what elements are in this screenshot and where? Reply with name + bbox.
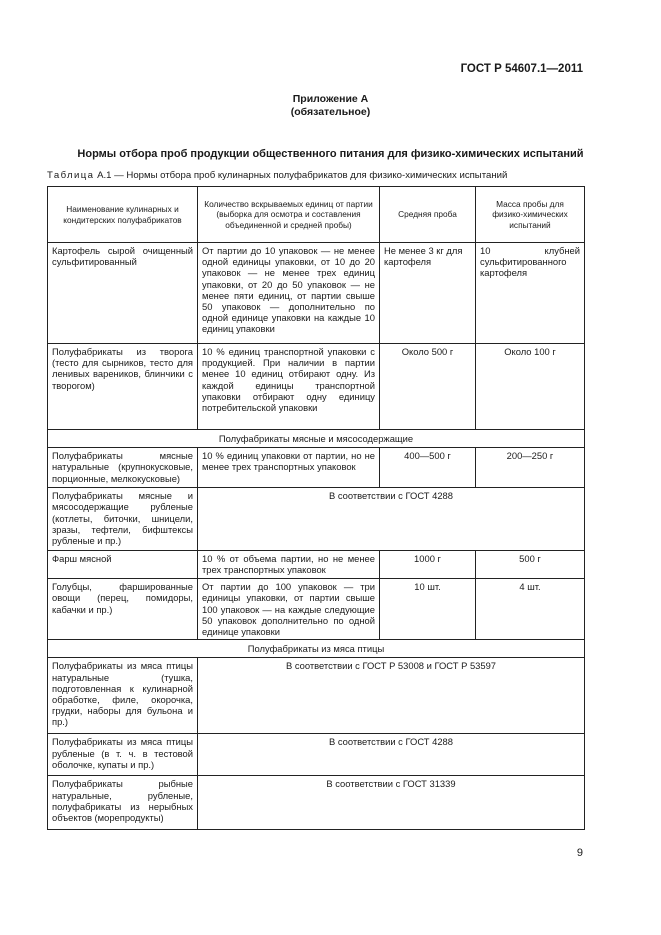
annex-title: Приложение А — [292, 93, 369, 105]
cell-quantity: 10 % от объема партии, но не менее трех транспортных упаковок — [198, 551, 380, 579]
cell-name: Полуфабрикаты из мяса птицы натуральные (тушка, подготовленная к кулинарной обработке, филе, окорочка, грудки, наборы для бульона и пр.) — [48, 658, 198, 734]
cell-quantity: 10 % единиц упаковки от партии, но не менее трех транспортных упаковок — [198, 448, 380, 488]
cell-standard-reference: В соответствии с ГОСТ Р 53008 и ГОСТ Р 53597 — [198, 658, 585, 734]
table-row — [48, 734, 585, 776]
table-row — [48, 243, 585, 344]
table-row — [48, 551, 585, 579]
cell-average: 400—500 г — [380, 448, 476, 488]
cell-mass: 500 г — [476, 551, 585, 579]
cell-average: 1000 г — [380, 551, 476, 579]
table-caption — [47, 170, 507, 181]
cell-mass: 4 шт. — [476, 579, 585, 640]
table-row — [48, 658, 585, 734]
section-row-poultry — [48, 640, 585, 658]
cell-name: Картофель сырой очищенный сульфитированный — [48, 243, 198, 344]
table-header-row — [48, 187, 585, 243]
table-row — [48, 344, 585, 430]
cell-name: Фарш мясной — [48, 551, 198, 579]
cell-mass: 200—250 г — [476, 448, 585, 488]
header-average-sample: Средняя проба — [380, 187, 476, 243]
cell-average: 10 шт. — [380, 579, 476, 640]
cell-standard-reference: В соответствии с ГОСТ 4288 — [198, 488, 585, 551]
table-row — [48, 488, 585, 551]
table-caption-text: А.1 — Нормы отбора проб кулинарных полуфабрикатов для физико-химических испытаний — [94, 170, 508, 181]
cell-quantity: 10 % единиц транспортной упаковки с продукцией. При наличии в партии менее 10 единиц отбирают одну. Из каждой единицы транспортной упаковки отбирают одну единицу потребительской упаковки — [198, 344, 380, 430]
section-row-meat — [48, 430, 585, 448]
cell-name: Полуфабрикаты из мяса птицы рубленые (в т. ч. в тестовой оболочке, купаты и пр.) — [48, 734, 198, 776]
page-number: 9 — [576, 847, 583, 859]
cell-standard-reference: В соответствии с ГОСТ 4288 — [198, 734, 585, 776]
section-label: Полуфабрикаты мясные и мясосодержащие — [48, 430, 585, 448]
section-label: Полуфабрикаты из мяса птицы — [48, 640, 585, 658]
table-caption-prefix: Таблица — [47, 170, 95, 181]
cell-average: Не менее 3 кг для картофеля — [380, 243, 476, 344]
header-name: Наименование кулинарных и кондитерских полуфабрикатов — [48, 187, 198, 243]
table-row — [48, 776, 585, 830]
sampling-norms-table — [47, 186, 585, 830]
table-row — [48, 579, 585, 640]
annex-block — [0, 93, 661, 119]
cell-name: Полуфабрикаты мясные и мясосодержащие рубленые (котлеты, биточки, шницели, зразы, тефтели, бифштексы рубленые и пр.) — [48, 488, 198, 551]
cell-average: Около 500 г — [380, 344, 476, 430]
annex-status: (обязательное) — [290, 106, 371, 118]
cell-mass: Около 100 г — [476, 344, 585, 430]
cell-name: Полуфабрикаты из творога (тесто для сырников, тесто для ленивых вареников, блинчики с творогом) — [48, 344, 198, 430]
cell-name: Полуфабрикаты рыбные натуральные, рубленые, полуфабрикаты из нерыбных объектов (морепродукты) — [48, 776, 198, 830]
section-heading: Нормы отбора проб продукции общественного питания для физико-химических испытаний — [77, 148, 584, 160]
header-quantity: Количество вскрываемых единиц от партии (выборка для осмотра и составления объединенной и средней пробы) — [198, 187, 380, 243]
cell-standard-reference: В соответствии с ГОСТ 31339 — [198, 776, 585, 830]
cell-quantity: От партии до 100 упаковок — три единицы упаковки, от партии свыше 100 упаковок — на каждые следующие 50 упаковок дополнительно по одной единице упаковки — [198, 579, 380, 640]
header-sample-mass: Масса пробы для физико-химических испытаний — [476, 187, 585, 243]
cell-mass: 10 клубней сульфитированного картофеля — [476, 243, 585, 344]
cell-name: Полуфабрикаты мясные натуральные (крупнокусковые, порционные, мелкокусковые) — [48, 448, 198, 488]
cell-quantity: От партии до 10 упаковок — не менее одной единицы упаковки, от 10 до 20 упаковок — не менее трех единиц упаковки, от 20 до 50 упаковок — не менее пяти единиц, от партии свыше 50 упаковок — дополнительно по одной единице упаковки на каждые 10 единиц упаковки — [198, 243, 380, 344]
table-row — [48, 448, 585, 488]
document-code: ГОСТ Р 54607.1—2011 — [460, 63, 583, 75]
cell-name: Голубцы, фаршированные овощи (перец, помидоры, кабачки и пр.) — [48, 579, 198, 640]
